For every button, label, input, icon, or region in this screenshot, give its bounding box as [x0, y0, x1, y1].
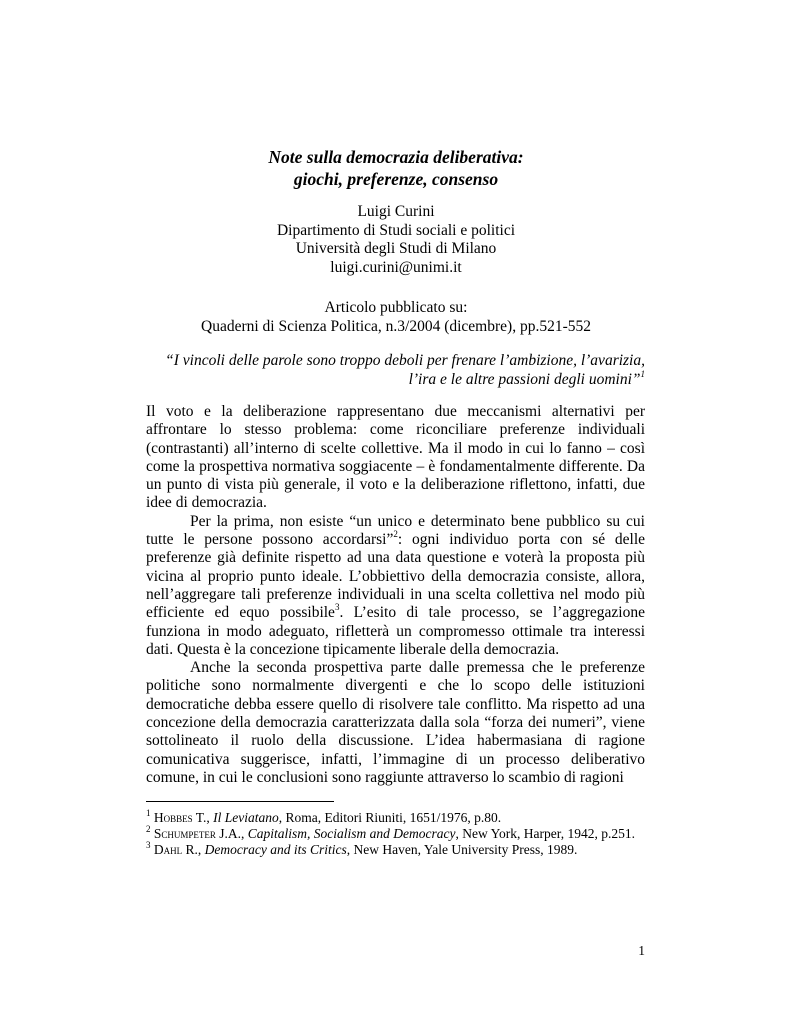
- footnotes: [146, 807, 645, 858]
- footnote-separator: [146, 801, 334, 802]
- paragraph-2-part-c: . L’esito di tale processo, se l’aggregazione funziona in modo adeguato, rifletterà un compromesso ottimale tra interessi dati. Questa è la concezione tipicamente liberale della democrazia.: [146, 604, 645, 658]
- footnote-ref-3: 3: [334, 602, 340, 613]
- epigraph-line-2: [146, 370, 645, 389]
- footnote-work: Capitalism, Socialism and Democracy: [247, 826, 456, 841]
- epigraph-line-2-text: l’ira e le altre passioni degli uomini”: [408, 371, 641, 388]
- author-name: Luigi Curini: [357, 203, 435, 220]
- footnote-initials: R.,: [182, 842, 205, 857]
- paragraph-1: Il voto e la deliberazione rappresentano due meccanismi alternativi per affrontare lo stesso problema: come riconciliare preferenze individuali (contrastanti) all’interno di scelte collettive. Ma il modo in cui lo fanno – così come la prospettiva normativa soggiacente – è fondamentalmente differente. Da un punto di vista più generale, il voto e la deliberazione riflettono, infatti, due idee di democrazia.: [146, 403, 645, 512]
- footnote-rest: , Roma, Editori Riuniti, 1651/1976, p.80.: [278, 810, 502, 825]
- author-department: Dipartimento di Studi sociali e politici: [276, 221, 516, 239]
- footnote-ref-1: 1: [640, 368, 645, 379]
- footnote-author: Hobbes: [153, 810, 193, 825]
- paragraph-3: Anche la seconda prospettiva parte dalle premessa che le preferenze politiche sono normalmente divergenti e che lo scopo delle istituzioni democratiche debba essere quello di risolvere tale conflitto. Ma rispetto ad una concezione della democrazia caratterizzata dalla sola “forza dei numeri”, viene sottolineato il ruolo della discussione. L’idea habermasiana di ragione comunicativa suggerisce, infatti, l’immagine di un processo deliberativo comune, in cui le conclusioni sono raggiunte attraverso lo scambio di ragioni: [146, 659, 645, 786]
- footnote-initials: J.A.,: [215, 826, 248, 841]
- footnote-author: Schumpeter: [153, 826, 216, 841]
- footnote-3: [146, 839, 645, 858]
- author-block: [146, 203, 646, 277]
- footnote-1: [146, 807, 645, 826]
- publication-label: Articolo pubblicato su:: [324, 299, 468, 316]
- footnote-2: [146, 823, 645, 842]
- paragraph-2-part-a: Per la prima, non esiste “un unico e determinato bene pubblico su cui tutte le persone possono accordarsi”: [146, 512, 645, 549]
- page-number: 1: [638, 943, 645, 958]
- author-email: luigi.curini@unimi.it: [330, 258, 462, 276]
- publication-journal: Quaderni di Scienza Politica, n.3/2004 (dicembre), pp.521-552: [201, 318, 591, 335]
- paragraph-2-part-b: : ogni individuo porta con sé delle preferenze già definite rispetto ad una data questione e voterà la proposta più vicina al proprio punto ideale. L’obbiettivo della democrazia consiste, allora, nell’aggregare tali preferenze individuali in una scelta collettiva nel modo più efficiente ed equo possibile: [146, 531, 646, 622]
- footnote-number: 2: [146, 823, 151, 834]
- footnote-rest: , New Haven, Yale University Press, 1989.: [346, 842, 578, 857]
- footnote-work: Democracy and its Critics: [204, 842, 347, 857]
- epigraph-line-1: “I vincoli delle parole sono troppo deboli per frenare l’ambizione, l’avarizia,: [165, 352, 645, 369]
- body-text: [146, 403, 645, 787]
- footnote-author: Dahl: [153, 842, 183, 857]
- footnote-ref-2: 2: [393, 528, 398, 539]
- author-university: Università degli Studi di Milano: [295, 240, 497, 257]
- footnote-initials: T.,: [192, 810, 214, 825]
- paragraph-2: [146, 513, 645, 659]
- footnote-number: 3: [146, 839, 151, 850]
- title-line-2: giochi, preferenze, consenso: [293, 169, 499, 189]
- footnote-number: 1: [146, 807, 151, 818]
- footnote-work: Il Leviatano: [213, 810, 279, 825]
- paper-title: [146, 146, 646, 190]
- publication-info: [146, 298, 646, 336]
- title-line-1: Note sulla democrazia deliberativa:: [268, 147, 524, 167]
- footnote-rest: , New York, Harper, 1942, p.251.: [455, 826, 635, 841]
- epigraph: [146, 351, 645, 389]
